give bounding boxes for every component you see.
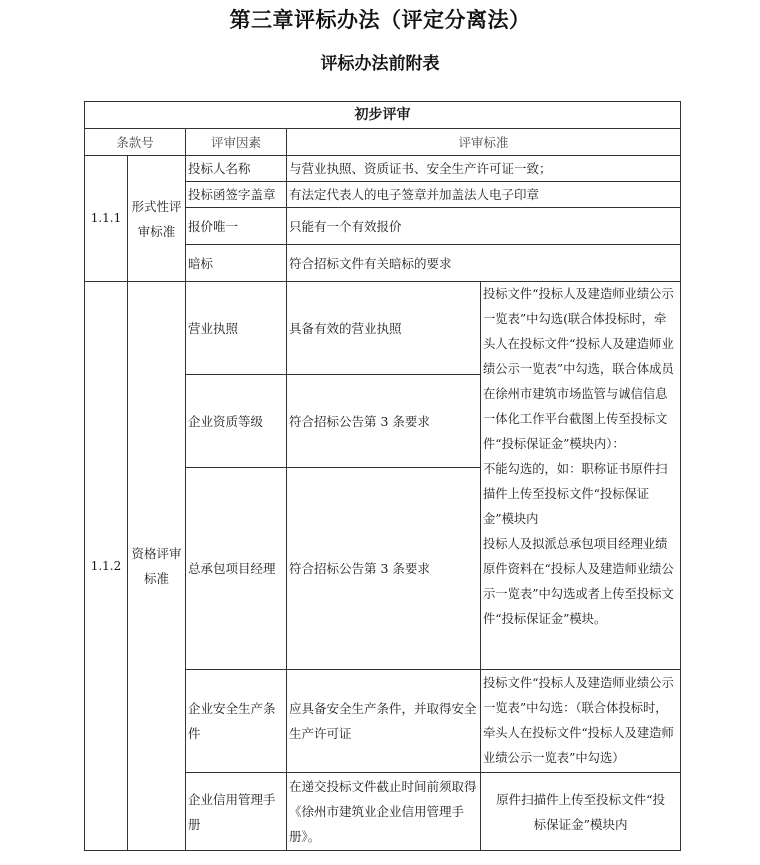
standard-cell: 在递交投标文件截止时间前须取得《徐州市建筑业企业信用管理手册》。 [287, 773, 481, 851]
header-factor: 评审因素 [186, 129, 287, 156]
material-requirement-cell: 原件扫描件上传至投标文件“投标保证金”模块内 [481, 773, 681, 851]
section-header: 初步评审 [85, 102, 681, 129]
section-header-row [85, 102, 681, 129]
table-title: 评标办法前附表 [320, 54, 440, 74]
factor-cell: 企业资质等级 [186, 375, 287, 468]
category-label: 形式性评审标准 [128, 156, 186, 282]
table-row [85, 156, 681, 182]
factor-cell: 总承包项目经理 [186, 468, 287, 670]
category-label: 资格评审标准 [128, 282, 186, 851]
standard-cell: 符合招标文件有关暗标的要求 [287, 245, 681, 282]
table-row [85, 282, 681, 375]
factor-cell: 营业执照 [186, 282, 287, 375]
factor-cell: 投标人名称 [186, 156, 287, 182]
evaluation-table [84, 101, 681, 851]
chapter-title: 第三章评标办法（评定分离法） [229, 8, 531, 32]
factor-cell: 投标函签字盖章 [186, 182, 287, 208]
standard-cell: 与营业执照、资质证书、安全生产许可证一致； [287, 156, 681, 182]
note-text: 不能勾选的，如：职称证书原件扫描件上传至投标文件“投标保证金”模块内 [483, 462, 668, 526]
standard-cell: 符合招标公告第 3 条要求 [287, 468, 481, 670]
material-requirement-cell [481, 282, 681, 670]
column-header-row [85, 129, 681, 156]
note-text: 投标文件“投标人及建造师业绩公示一览表”中勾选(联合体投标时，牵头人在投标文件“投标人及建造师业绩公示一览表”中勾选，联合体成员在徐州市建筑市场监管与诚信信息一体化工作平台截图上传至投标文件“投标保证金”模块内）： [483, 287, 674, 451]
header-standard: 评审标准 [287, 129, 681, 156]
clause-number: 1.1.1 [85, 156, 128, 282]
material-requirement-cell: 投标文件“投标人及建造师业绩公示一览表”中勾选：（联合体投标时，牵头人在投标文件“投标人及建造师业绩公示一览表”中勾选） [481, 670, 681, 773]
note-text: 投标人及拟派总承包项目经理业绩原件资料在“投标人及建造师业绩公示一览表”中勾选或者上传至投标文件“投标保证金”模块。 [483, 537, 674, 626]
factor-cell: 企业信用管理手册 [186, 773, 287, 851]
header-clause-no: 条款号 [85, 129, 186, 156]
standard-cell: 只能有一个有效报价 [287, 208, 681, 245]
factor-cell: 暗标 [186, 245, 287, 282]
standard-cell: 具备有效的营业执照 [287, 282, 481, 375]
standard-cell: 符合招标公告第 3 条要求 [287, 375, 481, 468]
factor-cell: 报价唯一 [186, 208, 287, 245]
standard-cell: 有法定代表人的电子签章并加盖法人电子印章 [287, 182, 681, 208]
clause-number: 1.1.2 [85, 282, 128, 851]
factor-cell: 企业安全生产条件 [186, 670, 287, 773]
standard-cell: 应具备安全生产条件，并取得安全生产许可证 [287, 670, 481, 773]
